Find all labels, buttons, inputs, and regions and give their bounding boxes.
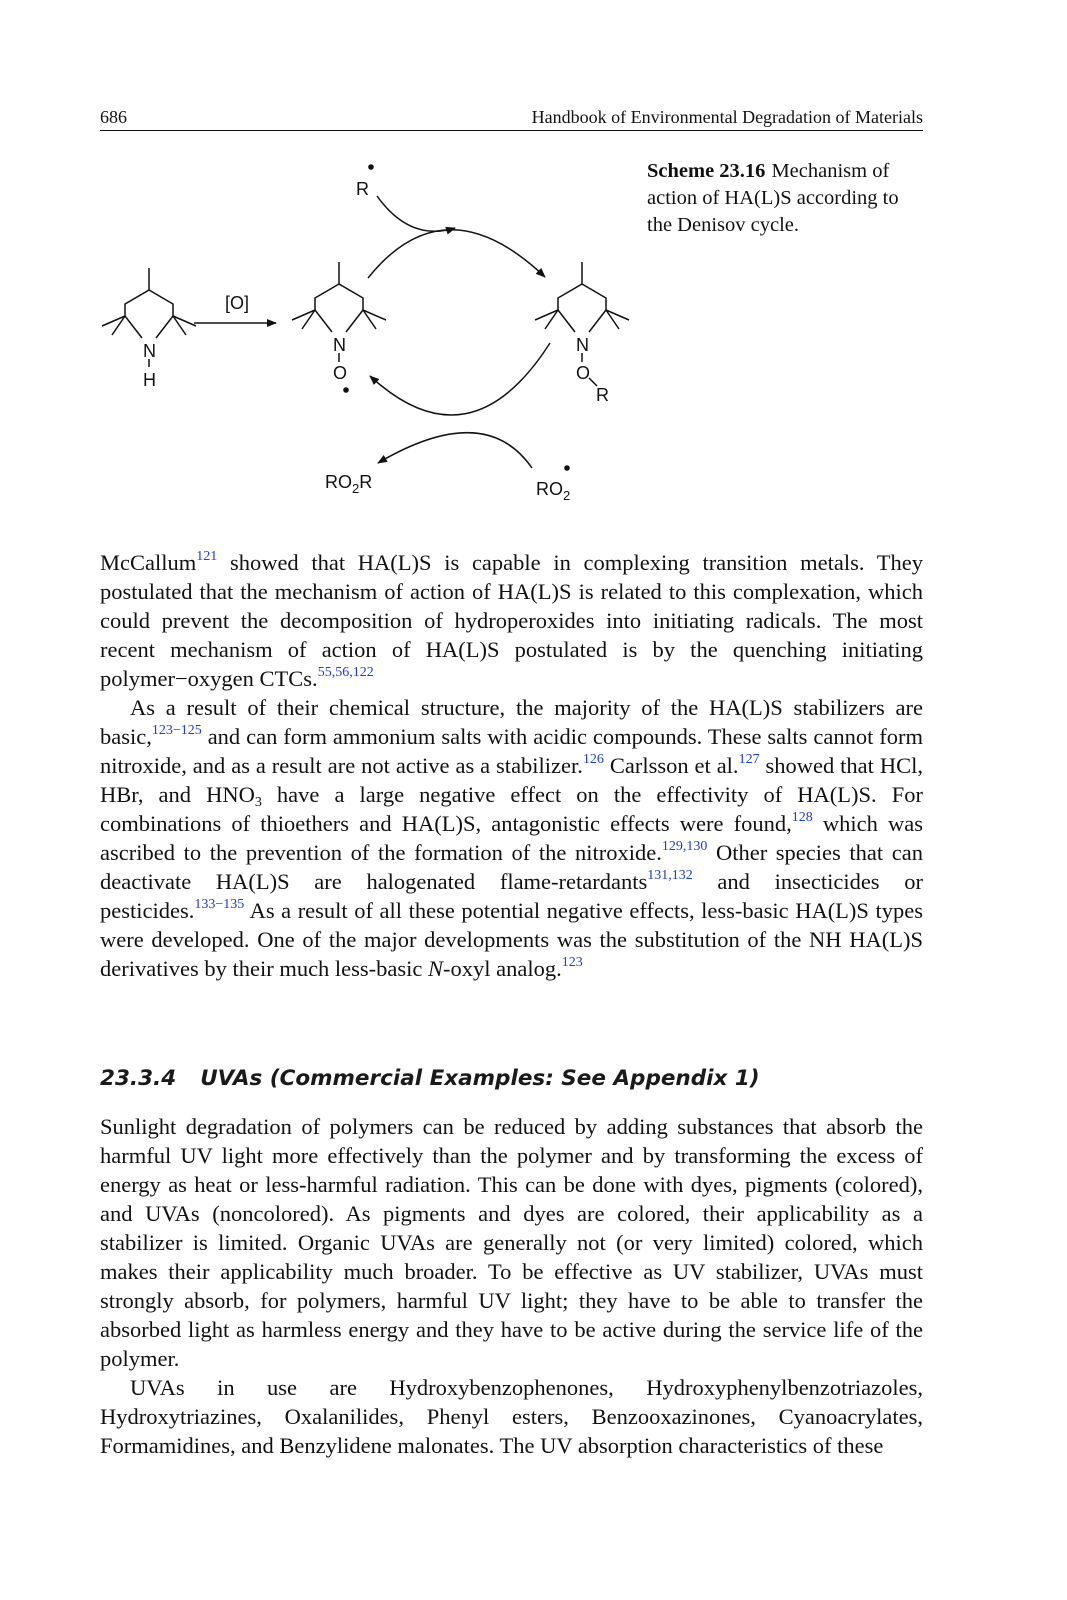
radical-ro2: $RO_2$ bbox=[536, 479, 571, 503]
denisov-cycle-scheme bbox=[100, 150, 640, 510]
paragraph-sunlight: Sunlight degradation of polymers can be reduced by adding substances that absorb the harmful UV light more effectively than the polymer and by transforming the excess of energy as heat or less-harmful radiation. This can be done with dyes, pigments (colored), and UVAs (noncolored). As pigments and dyes are colored, their applicability as a stabilizer is limited. Organic UVAs are generally not (or very limited) colored, which makes their applicability much broader. To be effective as UV stabilizer, UVAs must strongly absorb, for polymers, harmful UV light; they have to be able to transfer the absorbed light as harmless energy and they have to be active during the service life of the polymer. bbox=[100, 1114, 923, 1371]
citation-ref[interactable]: 128 bbox=[791, 810, 813, 825]
cycle-arrow-bottom bbox=[370, 343, 550, 415]
radical-dot-nitroxide bbox=[343, 387, 349, 393]
citation-ref[interactable]: 121 bbox=[196, 549, 218, 564]
citation-ref[interactable]: 129,130 bbox=[661, 839, 708, 854]
atom-r-3: R bbox=[596, 385, 609, 405]
atom-h: H bbox=[143, 370, 156, 390]
citation-ref[interactable]: 126 bbox=[582, 752, 604, 767]
radical-dot-r bbox=[368, 164, 374, 170]
atom-o-3: O bbox=[576, 363, 591, 383]
header-rule bbox=[100, 130, 923, 131]
body-text-lower bbox=[100, 1112, 923, 1460]
citation-ref[interactable]: 127 bbox=[738, 752, 760, 767]
body-text-upper bbox=[100, 548, 923, 983]
cycle-arrow-top bbox=[368, 230, 545, 278]
paragraph-mccallum: McCallum$^{121}$ showed that HA(L)S is capable in complexing transition metals. They postulated that the mechanism of action of HA(L)S is related to this complexation, which could prevent the decomposition of hydroperoxides into initiating radicals. The most recent mechanism of action of HA(L)S postulated is by the quenching initiating polymer−oxygen CTCs.$^{55,56,122}$ bbox=[100, 549, 923, 691]
radical-r-entry-arrow bbox=[377, 196, 455, 231]
section-heading bbox=[100, 1066, 760, 1091]
caption-text: Mechanism of action of HA(L)S according to the Denisov cycle. bbox=[647, 160, 899, 236]
citation-ref[interactable]: 123−125 bbox=[151, 723, 202, 738]
ro2-radical-arrow bbox=[378, 433, 532, 468]
citation-ref[interactable]: 133−135 bbox=[194, 897, 245, 912]
paragraph-basicity: As a result of their chemical structure, the majority of the HA(L)S stabilizers are basic,$^{123-125}$ and can form ammonium salts with acidic compounds. These salts cannot form nitroxide, and as a result are not active as a stabilizer.$^{126}$ Carlsson et al.$^{127}$ showed that HCl, HBr, and $HNO_3$ have a large negative effect on the effectivity of HA(L)S. For combinations of thioethers and HA(L)S, antagonistic effects were found,$^{128}$ which was ascribed to the prevention of the formation of the nitroxide.$^{129,130}$ Other species that can deactivate HA(L)S are halogenated flame-retardants$^{131,132}$ and insecticides or pesticides.$^{133-135}$ As a result of all these potential negative effects, less-basic HA(L)S types were developed. One of the major developments was the substitution of the NH HA(L)S derivatives by their much less-basic N-oxyl analog.$^{123}$ bbox=[100, 695, 923, 981]
caption-label: Scheme 23.16 bbox=[647, 160, 766, 182]
citation-ref[interactable]: 131,132 bbox=[647, 868, 693, 883]
section-title-text: UVAs (Commercial Examples: See Appendix 1) bbox=[200, 1066, 760, 1091]
running-head bbox=[100, 98, 923, 128]
atom-n-3: N bbox=[576, 335, 589, 355]
atom-n-2: N bbox=[333, 335, 346, 355]
atom-o-2: O bbox=[333, 363, 348, 383]
product-ro2r: $RO_2R$ bbox=[325, 472, 373, 496]
radical-dot-ro2 bbox=[564, 465, 570, 471]
radical-r: R bbox=[356, 179, 369, 199]
atom-n-1: N bbox=[143, 341, 156, 361]
page-number: 686 bbox=[100, 107, 127, 127]
book-title: Handbook of Environmental Degradation of Materials bbox=[531, 107, 923, 127]
oxidation-reagent: [O] bbox=[225, 293, 250, 313]
section-number: 23.3.4 bbox=[100, 1066, 177, 1091]
citation-ref[interactable]: 55,56,122 bbox=[317, 665, 374, 680]
scheme-caption bbox=[647, 158, 927, 239]
paragraph-uvas-list: UVAs in use are Hydroxybenzophenones, Hydroxyphenylbenzotriazoles, Hydroxytriazines, Oxalanilides, Phenyl esters, Benzooxazinones, Cyanoacrylates, Formamidines, and Benzylidene malonates. The UV absorption characteristics of these bbox=[100, 1375, 923, 1458]
citation-ref[interactable]: 123 bbox=[561, 955, 583, 970]
